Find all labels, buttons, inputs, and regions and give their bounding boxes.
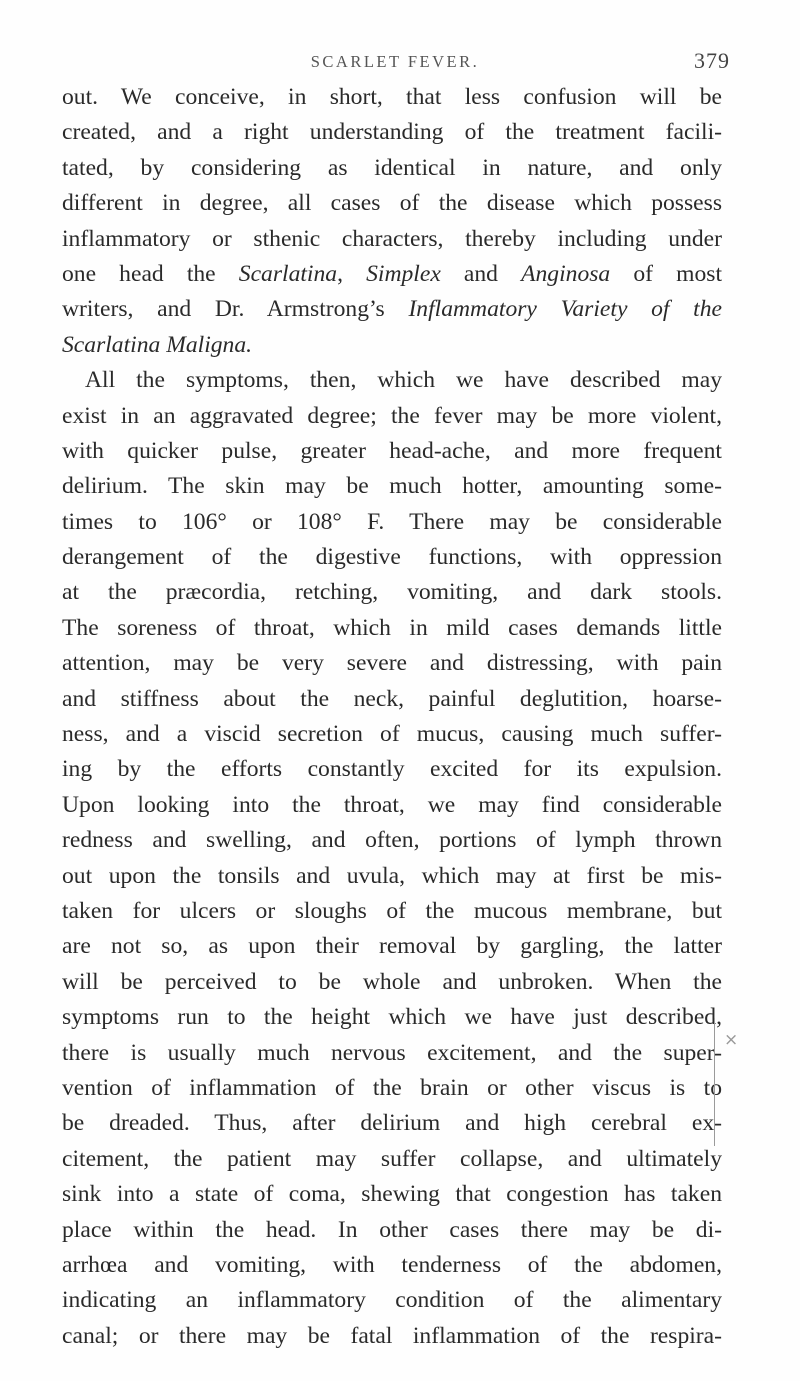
text-line: attention, may be very severe and distressing, with pain	[62, 650, 722, 677]
text-line: out upon the tonsils and uvula, which may at first be mis-	[62, 862, 722, 889]
text-line: Upon looking into the throat, we may find considerable	[62, 791, 722, 818]
text-line: taken for ulcers or sloughs of the mucous membrane, but	[62, 897, 722, 924]
italic-term: Scarlatina	[238, 260, 338, 287]
text-line: different in degree, all cases of the disease which possess	[62, 190, 722, 217]
italic-term: Scarlatina Maligna.	[62, 331, 253, 358]
running-title: SCARLET FEVER.	[310, 52, 480, 71]
text-line: there is usually much nervous excitement, and the super-	[62, 1039, 722, 1066]
text-line: created, and a right understanding of the treatment facili-	[62, 119, 722, 146]
text-line: exist in an aggravated degree; the fever may be more violent,	[62, 402, 722, 429]
text-line: with quicker pulse, greater head-ache, and more frequent	[62, 437, 722, 464]
text-line: will be perceived to be whole and unbroken. When the	[62, 968, 722, 995]
text-line: times to 106° or 108° F. There may be considerable	[62, 508, 722, 535]
text-line: arrhœa and vomiting, with tenderness of the abdomen,	[62, 1251, 722, 1278]
text-line: citement, the patient may suffer collapse, and ultimately	[62, 1145, 722, 1172]
text-line: ing by the efforts constantly excited for its expulsion.	[62, 756, 722, 783]
text-line	[62, 328, 722, 363]
text-line: delirium. The skin may be much hotter, amounting some-	[62, 473, 722, 500]
italic-term: Simplex	[366, 260, 441, 287]
text-line: ness, and a viscid secretion of mucus, causing much suffer-	[62, 721, 722, 748]
text-line: redness and swelling, and often, portions of lymph thrown	[62, 827, 722, 854]
text-line: out. We conceive, in short, that less confusion will be	[62, 84, 722, 110]
text-line: place within the head. In other cases there may be di-	[62, 1216, 722, 1243]
text-line: be dreaded. Thus, after delirium and high cerebral ex-	[62, 1110, 722, 1137]
text-line: at the præcordia, retching, vomiting, and dark stools.	[62, 579, 722, 606]
body-text	[62, 80, 722, 1354]
margin-mark-icon: ⨯	[724, 1030, 739, 1050]
text-line: canal; or there may be fatal inflammation of the respira-	[62, 1322, 722, 1349]
text-line: sink into a state of coma, shewing that congestion has taken	[62, 1181, 722, 1208]
text-line: vention of inflammation of the brain or other viscus is to	[62, 1074, 722, 1101]
text-line: and stiffness about the neck, painful deglutition, hoarse-	[62, 685, 722, 712]
italic-term: Inflammatory Variety of the	[408, 296, 722, 323]
text-line: are not so, as upon their removal by gargling, the latter	[62, 933, 722, 960]
text-line: inflammatory or sthenic characters, thereby including under	[62, 225, 722, 252]
text-line: symptoms run to the height which we have just described,	[62, 1004, 722, 1031]
text-line: tated, by considering as identical in nature, and only	[62, 154, 722, 181]
text-line: The soreness of throat, which in mild cases demands little	[62, 614, 722, 641]
margin-bracket	[700, 1018, 715, 1146]
italic-term: Anginosa	[521, 260, 611, 287]
text-line: derangement of the digestive functions, with oppression	[62, 544, 722, 571]
running-head	[60, 48, 730, 82]
text-line: one head the Scarlatina, Simplex and Anginosa of most	[62, 260, 723, 287]
text-line: indicating an inflammatory condition of the alimentary	[62, 1287, 722, 1314]
paragraph-start-line: All the symptoms, then, which we have described may	[85, 367, 722, 394]
text-line: writers, and Dr. Armstrong’s Inflammatory Variety of the	[62, 296, 722, 323]
page-number: 379	[694, 48, 730, 73]
